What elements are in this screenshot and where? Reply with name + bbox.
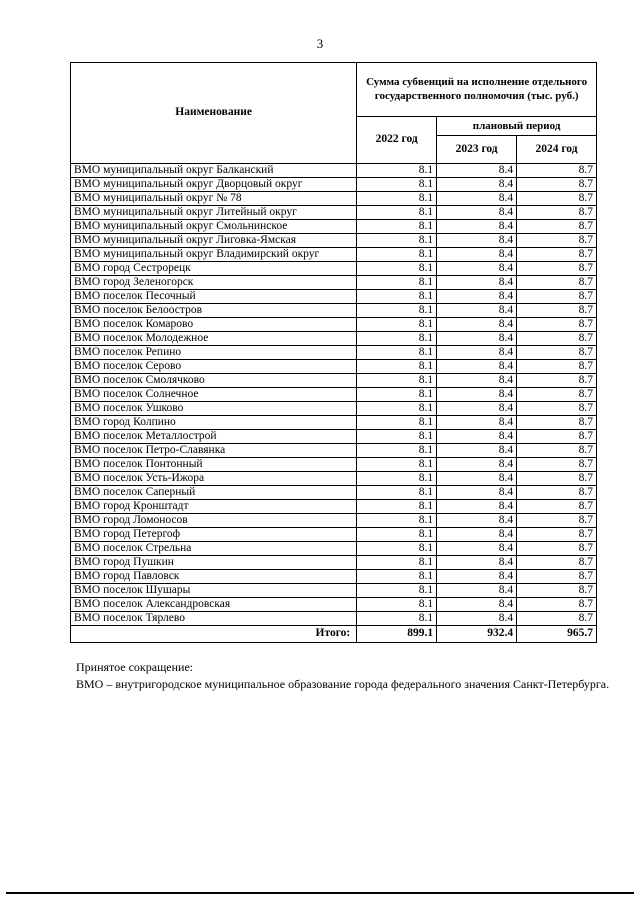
table-row: [71, 206, 597, 220]
table-row: [71, 234, 597, 248]
row-value-2023: 8.4: [437, 318, 517, 332]
row-value-2024: 8.7: [517, 388, 597, 402]
subsidy-table: [70, 62, 597, 643]
row-name: ВМО город Ломоносов: [71, 514, 357, 528]
row-value-2024: 8.7: [517, 416, 597, 430]
row-value-2023: 8.4: [437, 164, 517, 178]
row-value-2022: 8.1: [357, 332, 437, 346]
row-value-2024: 8.7: [517, 556, 597, 570]
row-value-2022: 8.1: [357, 444, 437, 458]
table-row: [71, 346, 597, 360]
row-value-2024: 8.7: [517, 276, 597, 290]
table-body: [71, 164, 597, 626]
row-name: ВМО поселок Ушково: [71, 402, 357, 416]
page-number: 3: [316, 36, 324, 51]
row-value-2023: 8.4: [437, 220, 517, 234]
table-row: [71, 318, 597, 332]
total-2024: 965.7: [517, 626, 597, 643]
row-value-2024: 8.7: [517, 430, 597, 444]
row-value-2022: 8.1: [357, 612, 437, 626]
row-value-2024: 8.7: [517, 472, 597, 486]
row-name: ВМО поселок Смолячково: [71, 374, 357, 388]
row-value-2024: 8.7: [517, 444, 597, 458]
header-plan-period: плановый период: [437, 117, 597, 136]
row-value-2024: 8.7: [517, 290, 597, 304]
table-row: [71, 304, 597, 318]
row-name: ВМО поселок Белоостров: [71, 304, 357, 318]
row-value-2023: 8.4: [437, 444, 517, 458]
row-name: ВМО поселок Шушары: [71, 584, 357, 598]
table-row: [71, 388, 597, 402]
row-value-2023: 8.4: [437, 374, 517, 388]
header-sum: Сумма субвенций на исполнение отдельного государственного полномочия (тыс. руб.): [357, 63, 597, 117]
row-value-2022: 8.1: [357, 416, 437, 430]
row-value-2022: 8.1: [357, 388, 437, 402]
row-value-2022: 8.1: [357, 500, 437, 514]
total-2023: 932.4: [437, 626, 517, 643]
row-name: ВМО поселок Усть-Ижора: [71, 472, 357, 486]
row-value-2022: 8.1: [357, 472, 437, 486]
row-value-2022: 8.1: [357, 178, 437, 192]
row-value-2022: 8.1: [357, 570, 437, 584]
row-name: ВМО город Пушкин: [71, 556, 357, 570]
table-row: [71, 542, 597, 556]
row-value-2022: 8.1: [357, 346, 437, 360]
total-2022: 899.1: [357, 626, 437, 643]
row-name: ВМО поселок Песочный: [71, 290, 357, 304]
row-value-2023: 8.4: [437, 290, 517, 304]
table-row: [71, 164, 597, 178]
row-value-2023: 8.4: [437, 514, 517, 528]
row-name: ВМО поселок Стрельна: [71, 542, 357, 556]
row-name: ВМО город Колпино: [71, 416, 357, 430]
row-value-2023: 8.4: [437, 570, 517, 584]
row-value-2024: 8.7: [517, 486, 597, 500]
row-value-2023: 8.4: [437, 206, 517, 220]
total-label: Итого:: [71, 626, 357, 643]
row-value-2022: 8.1: [357, 262, 437, 276]
row-name: ВМО поселок Серово: [71, 360, 357, 374]
row-name: ВМО город Павловск: [71, 570, 357, 584]
row-name: ВМО поселок Саперный: [71, 486, 357, 500]
table-row: [71, 486, 597, 500]
table-row: [71, 248, 597, 262]
row-value-2023: 8.4: [437, 262, 517, 276]
row-value-2024: 8.7: [517, 458, 597, 472]
row-value-2022: 8.1: [357, 458, 437, 472]
row-value-2022: 8.1: [357, 514, 437, 528]
row-value-2023: 8.4: [437, 486, 517, 500]
row-value-2023: 8.4: [437, 304, 517, 318]
row-name: ВМО муниципальный округ № 78: [71, 192, 357, 206]
row-value-2023: 8.4: [437, 346, 517, 360]
row-value-2022: 8.1: [357, 192, 437, 206]
total-row: [71, 626, 597, 643]
row-value-2023: 8.4: [437, 472, 517, 486]
row-value-2023: 8.4: [437, 500, 517, 514]
row-name: ВМО муниципальный округ Лиговка-Ямская: [71, 234, 357, 248]
row-value-2024: 8.7: [517, 514, 597, 528]
table-row: [71, 262, 597, 276]
row-name: ВМО муниципальный округ Литейный округ: [71, 206, 357, 220]
row-name: ВМО поселок Металлострой: [71, 430, 357, 444]
row-value-2023: 8.4: [437, 178, 517, 192]
row-value-2023: 8.4: [437, 612, 517, 626]
row-value-2022: 8.1: [357, 542, 437, 556]
row-name: ВМО поселок Петро-Славянка: [71, 444, 357, 458]
table-row: [71, 178, 597, 192]
table-row: [71, 556, 597, 570]
row-value-2024: 8.7: [517, 402, 597, 416]
row-value-2024: 8.7: [517, 528, 597, 542]
row-value-2022: 8.1: [357, 360, 437, 374]
table-row: [71, 276, 597, 290]
row-name: ВМО муниципальный округ Балканский: [71, 164, 357, 178]
row-value-2022: 8.1: [357, 430, 437, 444]
row-value-2022: 8.1: [357, 374, 437, 388]
row-value-2023: 8.4: [437, 276, 517, 290]
table-row: [71, 570, 597, 584]
row-value-2023: 8.4: [437, 416, 517, 430]
table-row: [71, 402, 597, 416]
row-value-2022: 8.1: [357, 598, 437, 612]
row-value-2024: 8.7: [517, 542, 597, 556]
table-row: [71, 192, 597, 206]
row-value-2022: 8.1: [357, 318, 437, 332]
row-value-2024: 8.7: [517, 346, 597, 360]
row-value-2024: 8.7: [517, 262, 597, 276]
row-value-2024: 8.7: [517, 248, 597, 262]
row-value-2024: 8.7: [517, 584, 597, 598]
row-name: ВМО город Зеленогорск: [71, 276, 357, 290]
table-row: [71, 514, 597, 528]
row-value-2024: 8.7: [517, 234, 597, 248]
header-name: Наименование: [71, 63, 357, 164]
row-name: ВМО муниципальный округ Владимирский округ: [71, 248, 357, 262]
row-value-2024: 8.7: [517, 374, 597, 388]
row-value-2024: 8.7: [517, 206, 597, 220]
table-row: [71, 416, 597, 430]
row-value-2022: 8.1: [357, 528, 437, 542]
row-value-2023: 8.4: [437, 598, 517, 612]
table-row: [71, 500, 597, 514]
row-value-2022: 8.1: [357, 584, 437, 598]
row-name: ВМО город Кронштадт: [71, 500, 357, 514]
row-value-2024: 8.7: [517, 304, 597, 318]
table-row: [71, 612, 597, 626]
table-row: [71, 430, 597, 444]
table-row: [71, 472, 597, 486]
row-value-2022: 8.1: [357, 290, 437, 304]
row-value-2023: 8.4: [437, 430, 517, 444]
table-row: [71, 458, 597, 472]
row-name: ВМО поселок Молодежное: [71, 332, 357, 346]
row-value-2023: 8.4: [437, 192, 517, 206]
row-value-2024: 8.7: [517, 500, 597, 514]
row-value-2023: 8.4: [437, 542, 517, 556]
table-row: [71, 374, 597, 388]
row-name: ВМО город Петергоф: [71, 528, 357, 542]
row-value-2023: 8.4: [437, 458, 517, 472]
row-value-2022: 8.1: [357, 206, 437, 220]
row-value-2023: 8.4: [437, 402, 517, 416]
row-value-2023: 8.4: [437, 248, 517, 262]
note-text: ВМО – внутригородское муниципальное образование города федерального значения Санкт-Петербурга.: [76, 677, 610, 691]
table-row: [71, 598, 597, 612]
row-value-2024: 8.7: [517, 164, 597, 178]
row-value-2023: 8.4: [437, 528, 517, 542]
row-value-2024: 8.7: [517, 360, 597, 374]
row-value-2023: 8.4: [437, 388, 517, 402]
row-value-2022: 8.1: [357, 220, 437, 234]
row-value-2024: 8.7: [517, 598, 597, 612]
row-value-2023: 8.4: [437, 584, 517, 598]
table-row: [71, 332, 597, 346]
row-name: ВМО муниципальный округ Дворцовый округ: [71, 178, 357, 192]
row-value-2022: 8.1: [357, 304, 437, 318]
row-name: ВМО поселок Александровская: [71, 598, 357, 612]
row-value-2022: 8.1: [357, 248, 437, 262]
header-2022: 2022 год: [357, 117, 437, 164]
row-name: ВМО поселок Комарово: [71, 318, 357, 332]
row-value-2024: 8.7: [517, 318, 597, 332]
row-value-2024: 8.7: [517, 178, 597, 192]
row-name: ВМО поселок Тярлево: [71, 612, 357, 626]
row-value-2022: 8.1: [357, 276, 437, 290]
row-value-2023: 8.4: [437, 332, 517, 346]
row-value-2023: 8.4: [437, 556, 517, 570]
table-row: [71, 220, 597, 234]
row-value-2022: 8.1: [357, 234, 437, 248]
row-name: ВМО муниципальный округ Смольнинское: [71, 220, 357, 234]
row-name: ВМО поселок Понтонный: [71, 458, 357, 472]
row-value-2024: 8.7: [517, 220, 597, 234]
bottom-rule: [6, 892, 634, 894]
header-2023: 2023 год: [437, 136, 517, 164]
row-name: ВМО город Сестрорецк: [71, 262, 357, 276]
row-name: ВМО поселок Солнечное: [71, 388, 357, 402]
table-row: [71, 584, 597, 598]
row-value-2024: 8.7: [517, 332, 597, 346]
row-value-2022: 8.1: [357, 556, 437, 570]
row-value-2023: 8.4: [437, 360, 517, 374]
header-2024: 2024 год: [517, 136, 597, 164]
table-row: [71, 290, 597, 304]
table-row: [71, 360, 597, 374]
row-value-2022: 8.1: [357, 486, 437, 500]
table-row: [71, 444, 597, 458]
table-row: [71, 528, 597, 542]
note-title: Принятое сокращение:: [76, 660, 194, 674]
row-value-2022: 8.1: [357, 402, 437, 416]
row-value-2022: 8.1: [357, 164, 437, 178]
row-value-2024: 8.7: [517, 570, 597, 584]
row-value-2024: 8.7: [517, 192, 597, 206]
row-value-2023: 8.4: [437, 234, 517, 248]
row-name: ВМО поселок Репино: [71, 346, 357, 360]
row-value-2024: 8.7: [517, 612, 597, 626]
